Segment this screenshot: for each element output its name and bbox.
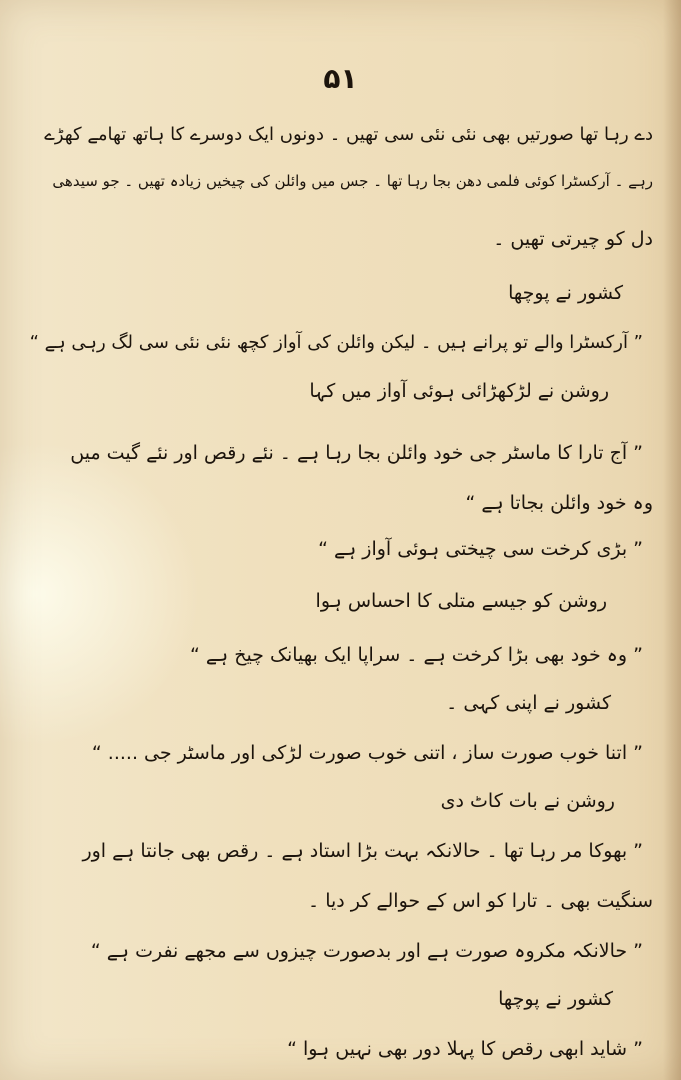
text-line: ” بڑی کرخت سی چیختی ہوئی آواز ہے “	[318, 538, 643, 560]
text-line: سنگیت بھی ۔ تارا کو اس کے حوالے کر دیا ۔	[308, 890, 653, 912]
urdu-text-body	[28, 120, 653, 1060]
text-line: کشور نے اپنی کہی ۔	[446, 692, 611, 714]
text-line: ” آرکسٹرا والے تو پرانے ہیں ۔ لیکن وائلن کی آواز کچھ نئی نئی سی لگ رہی ہے “	[29, 332, 643, 353]
text-line: ” آج تارا کا ماسٹر جی خود وائلن بجا رہا ہے ۔ نئے رقص اور نئے گیت میں	[70, 442, 643, 464]
text-line: کشور نے پوچھا	[498, 988, 613, 1010]
text-line: کشور نے پوچھا	[508, 282, 623, 304]
page-number: ۵۱	[323, 62, 358, 95]
page-edge-shadow	[663, 0, 681, 1080]
text-line: ” حالانکہ مکروہ صورت ہے اور بدصورت چیزوں سے مجھے نفرت ہے “	[90, 940, 643, 962]
text-line: ” شاید ابھی رقص کا پہلا دور بھی نہیں ہوا “	[287, 1038, 643, 1060]
text-line: وہ خود وائلن بجاتا ہے “	[465, 492, 653, 514]
text-line: دل کو چیرتی تھیں ۔	[493, 228, 653, 250]
text-line: ” وہ خود بھی بڑا کرخت ہے ۔ سراپا ایک بھیانک چیخ ہے “	[190, 644, 643, 666]
text-line: روشن کو جیسے متلی کا احساس ہوا	[315, 590, 607, 612]
text-line: رہے ۔ آرکسٹرا کوئی فلمی دھن بجا رہا تھا ۔ جس میں وائلن کی چیخیں زیادہ تھیں ۔ جو سیدھی	[52, 172, 653, 190]
text-line: ” بھوکا مر رہا تھا ۔ حالانکہ بہت بڑا استاد ہے ۔ رقص بھی جانتا ہے اور	[82, 840, 643, 862]
text-line: ” اتنا خوب صورت ساز ، اتنی خوب صورت لڑکی اور ماسٹر جی ..... “	[91, 742, 643, 764]
text-line: روشن نے لڑکھڑائی ہوئی آواز میں کہا	[309, 380, 609, 402]
text-line: روشن نے بات کاٹ دی	[440, 790, 615, 812]
text-line: دے رہا تھا صورتیں بھی نئی نئی سی تھیں ۔ دونوں ایک دوسرے کا ہاتھ تھامے کھڑے	[44, 124, 653, 145]
